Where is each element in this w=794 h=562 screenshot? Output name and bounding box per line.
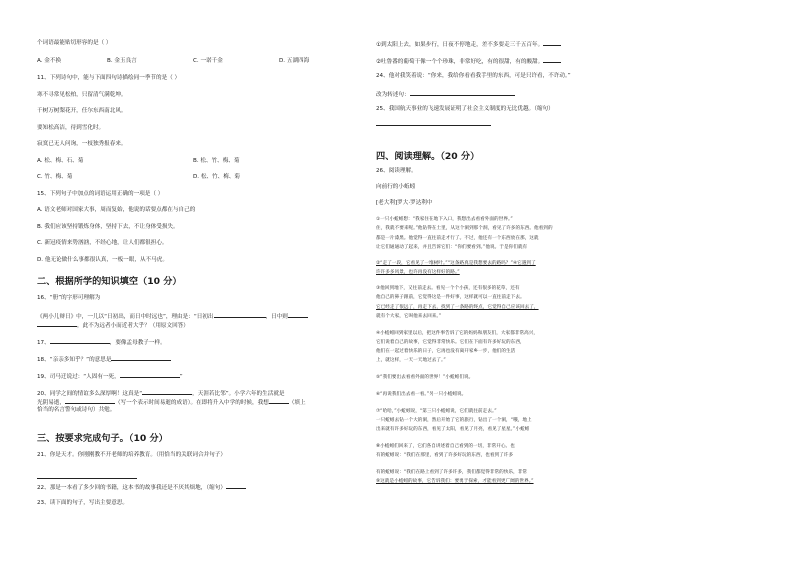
question-21: 21、你是天才。你刚刚教不开老师的培养教育。（用恰当的关联词合并句子）	[37, 452, 226, 458]
passage-line: 一只蚯蚓去钻一个大的洞，然后开始了它的旅行，钻出了一个洞，“哦，地上	[376, 418, 532, 423]
option: B. 金玉良言	[107, 58, 137, 64]
passage-author: [老大利]罗大·罗达利中	[376, 200, 433, 206]
answer-line[interactable]	[376, 125, 491, 126]
answer-blank[interactable]	[214, 312, 266, 318]
question-23: 23、读下面的句子，写出主要意思。	[37, 500, 129, 506]
question-18: 18、“亲亲多知乎？”的意思是	[37, 355, 171, 364]
passage-line: 出来就有许多好玩的东西，看见了太阳，看见了月亮，看见了星星。”小蚯蚓	[376, 427, 530, 432]
option: C. 竹、梅、菊	[37, 174, 73, 180]
sentence: ②吐鲁番的葡萄干像一个个珍珠，非常好吃，有的很甜，有的酸甜。	[376, 57, 561, 66]
option: D. 五湖四海	[279, 58, 310, 64]
option: C. 一诺千金	[193, 58, 223, 64]
question-16-text: ，此不为远者小而近者大乎？（用原文回答）	[37, 321, 189, 330]
passage-line: 他们在一起过着快乐的日子，它再也没有离开家乡一步，他们的生活	[376, 349, 516, 354]
poem-line: 千树万树梨花开，任尔东西南北风。	[37, 108, 127, 114]
answer-blank[interactable]	[120, 372, 180, 378]
option: C. 新冠疫情来势汹汹，不经心地，让人们都很担心。	[37, 240, 168, 246]
question-11: 11、下列诗句中，能与下面四句诗描绘同一季节的是（ ）	[37, 75, 181, 81]
passage-line: 有的蚯蚓说：“我们在那里，看到了许多好玩的东西，也看到了许多	[376, 453, 514, 458]
passage-line: 住，我就不要来呢。”他钻得在土里，从这个洞到那个洞，看见了许多的东西。他看到的	[376, 226, 553, 231]
answer-blank[interactable]	[65, 398, 115, 404]
answer-blank[interactable]	[288, 312, 308, 318]
passage-line: ⑦“哈哈，”小蚯蚓说，“第三只小蚯蚓说，它们就往前走去。”	[376, 409, 497, 414]
question-20-text: 恰当的名言警句或诗句）共勉。	[37, 407, 116, 413]
passage-line: ⑥“再说我们出去看一看。”另一只小蚯蚓说。	[376, 392, 467, 397]
answer-blank[interactable]	[543, 57, 561, 63]
option: A. 金不换	[37, 58, 62, 64]
section-heading: 三、按要求完成句子。（10 分）	[37, 433, 168, 444]
question-15: 15、下列句子中加点的词语运用正确的一项是（ ）	[37, 191, 164, 197]
question-19: 19、司马迁说过：“人固有一死， ”	[37, 374, 183, 380]
answer-blank[interactable]	[111, 355, 171, 361]
answer-blank[interactable]	[410, 90, 515, 96]
line: 个词语最能贴切形容的是（ ）	[37, 40, 112, 46]
passage-line: 它已经走了很远了，再走下去，找到了一条路的终点，它觉得自己应该回去了，	[376, 305, 539, 310]
question-17: 17、 ，要像孟母教子一样。	[37, 340, 166, 346]
answer-blank[interactable]	[50, 338, 110, 344]
passage-line: 它们说着自己的故事，它觉得非常快乐。它们在下面有许多好玩的东西，	[376, 340, 525, 345]
answer-blank[interactable]	[543, 40, 561, 46]
answer-blank[interactable]	[269, 398, 289, 404]
passage-line: 都是一片漆黑。他觉得一直往前走才行了。不过，他还有一个东西放在那，这就	[376, 236, 539, 241]
rewrite-label: 改为转述句：	[376, 90, 515, 99]
question-16-text: 《两小儿辩日》中，一儿以“日初出，而日中时远也”，理由是：“日初出 ，日中则	[37, 312, 308, 321]
option: A. 松、梅、石、菊	[37, 158, 84, 164]
answer-blank[interactable]	[142, 389, 192, 395]
passage-title: 向前行的小蚯蚓	[376, 184, 416, 190]
passage-line: ⑧小蚯蚓们回来了，它们各自讲述着自己看到的一切，非常开心。也	[376, 444, 515, 449]
passage-line: 有的蚯蚓说：“我们在路上看到了许多许多，我们都觉得非常的快乐，非常	[376, 470, 528, 475]
question-20: 20、同学之间的情谊多么深厚啊！这真是“ ，天涯若比邻”。小学六年的生活就是	[37, 391, 285, 397]
poem-line: 寂寞已无人问询，一枝独秀报春来。	[37, 141, 127, 147]
answer-line[interactable]	[37, 478, 137, 479]
passage-line: ④小蚯蚓回到家里以后，把这件事告诉了它的妈妈和朋友们，大家都非常高兴，	[376, 331, 539, 336]
passage-line: 上，就这样，一天一天地过去了。”	[376, 358, 446, 363]
option: A. 语文老师对国家大事，周而复始，他说的话要点都在与自己的	[37, 207, 196, 213]
question-22: 22、那是一本看了多少回的书籍，这本书的故事我还是不厌其烦地，（缩句）	[37, 483, 246, 492]
option: B. 我们应该坚持锻炼身体，坚持下去，不让身体受损失。	[37, 224, 179, 230]
section-heading: 二、根据所学的知识填空（10 分）	[37, 276, 182, 287]
passage-line: ⑤“我们要出去看看外面的世界！”小蚯蚓们说。	[376, 375, 474, 380]
passage-line: ②“走了一段，它看见了一堆树叶。”“这条路真是我想要去的路吗？”④它遇到了	[376, 261, 536, 266]
passage-line: 就有个大家，它叫他来去回来。”	[376, 314, 442, 319]
poem-line: 要知松高洁，待到雪化时。	[37, 125, 105, 131]
option: D. 松、竹、梅、菊	[193, 174, 241, 180]
sentence: ①到太阳上去，如果步行，日夜不停地走，差不多要走三千五百年。	[376, 40, 561, 49]
passage-line: 让它们通通动了起来，并且告诉它们：“你们要看到。”他说。于是你们就有	[376, 245, 528, 250]
passage-line: ①一只小蚯蚓想：“我家住在地下入口，我想出去看看外面的世界。”	[376, 217, 513, 222]
question-20-text: 光阴易逝， （写一个表示时间易逝的成语）。在即将升入中学的时候，我想 （填上	[37, 400, 306, 406]
question-25: 25、我国航天事业的飞速发展证明了社会主义制度的无比优越。（缩句）	[376, 106, 554, 112]
question-24: 24、他对我笑着说：“你来，我给你看看我手里的东西，可是只许看，不许动。”	[376, 73, 571, 79]
poem-line: 寒不寻常见松柏，只留清气满乾坤。	[37, 92, 127, 98]
section-heading: 四、阅读理解。（20 分）	[376, 151, 480, 162]
passage-line: 他自己的鼻子跟前，它觉得这是一件好事，这样就可以一直往前走下去。	[376, 295, 525, 300]
option: B. 松、竹、梅、菊	[193, 158, 240, 164]
passage-line: ③他回到地下，又往前走去。看见一个个小孩，还有很多的花草，还有	[376, 286, 520, 291]
answer-blank[interactable]	[226, 483, 246, 489]
option: D. 他无论做什么事都很认真，一板一眼，从不马虎。	[37, 257, 168, 263]
answer-blank[interactable]	[37, 321, 77, 327]
passage-line: 许许多多风景，也许再没有这样好的路。”	[376, 270, 460, 275]
question-16: 16、“册”的字形可理解为	[37, 295, 101, 301]
question-26: 26、阅读理解。	[376, 168, 417, 174]
passage-line: ⑨这就是小蚯蚓的故事，它告诉我们：要勇于探索，才能看到更广阔的世界。”	[376, 479, 534, 484]
